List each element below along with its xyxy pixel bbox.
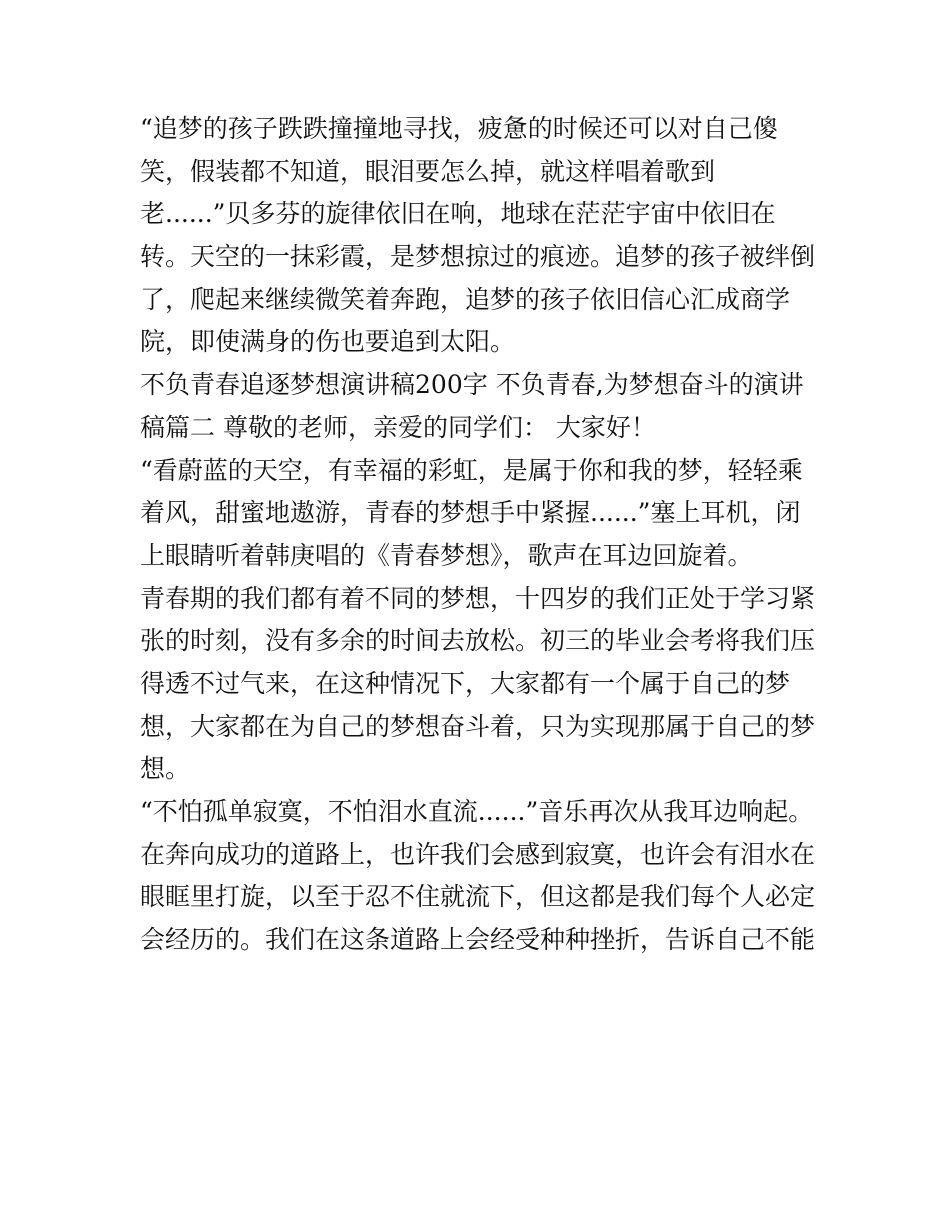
text-line: 在奔向成功的道路上，也许我们会感到寂寞，也许会有泪水在 bbox=[140, 839, 816, 869]
text-line: 笑，假装都不知道，眼泪要怎么掉，就这样唱着歌到 bbox=[140, 156, 716, 186]
paragraph-1 bbox=[140, 108, 820, 364]
document-body bbox=[140, 108, 820, 962]
paragraph-4 bbox=[140, 578, 820, 791]
text-line: 青春期的我们都有着不同的梦想，十四岁的我们正处于学习紧 bbox=[140, 583, 816, 613]
paragraph-5 bbox=[140, 791, 820, 962]
text-line: 想，大家都在为自己的梦想奋斗着，只为实现那属于自己的梦 bbox=[140, 711, 816, 741]
text-line: 转。天空的一抹彩霞，是梦想掠过的痕迹。追梦的孩子被绊倒 bbox=[140, 242, 816, 272]
text-line: 老......”贝多芬的旋律依旧在响，地球在茫茫宇宙中依旧在 bbox=[140, 199, 776, 229]
text-line: 不负青春追逐梦想演讲稿200字 不负青春,为梦想奋斗的演讲 bbox=[140, 370, 804, 400]
text-line: 上眼睛听着韩庚唱的《青春梦想》，歌声在耳边回旋着。 bbox=[140, 540, 753, 570]
text-line: 了，爬起来继续微笑着奔跑，追梦的孩子依旧信心汇成商学 bbox=[140, 284, 791, 314]
text-line: “追梦的孩子跌跌撞撞地寻找，疲惫的时候还可以对自己傻 bbox=[140, 114, 778, 143]
text-line: 院，即使满身的伤也要追到太阳。 bbox=[140, 327, 516, 357]
text-line: “看蔚蓝的天空，有幸福的彩虹，是属于你和我的梦，轻轻乘 bbox=[140, 455, 803, 485]
text-line: “不怕孤单寂寞，不怕泪水直流......”音乐再次从我耳边响起。 bbox=[140, 797, 814, 826]
text-line: 想。 bbox=[140, 754, 191, 784]
text-line: 眼眶里打旋，以至于忍不住就流下，但这都是我们每个人必定 bbox=[140, 882, 816, 912]
text-line: 张的时刻，没有多余的时间去放松。初三的毕业会考将我们压 bbox=[140, 626, 816, 656]
paragraph-3 bbox=[140, 450, 820, 578]
paragraph-2 bbox=[140, 364, 820, 449]
text-line: 稿篇二 尊敬的老师，亲爱的同学们： 大家好！ bbox=[140, 412, 656, 442]
text-line: 着风，甜蜜地遨游，青春的梦想手中紧握......”塞上耳机，闭 bbox=[140, 498, 801, 528]
text-line: 会经历的。我们在这条道路上会经受种种挫折，告诉自己不能 bbox=[140, 925, 816, 955]
text-line: 得透不过气来，在这种情况下，大家都有一个属于自己的梦 bbox=[140, 668, 791, 698]
